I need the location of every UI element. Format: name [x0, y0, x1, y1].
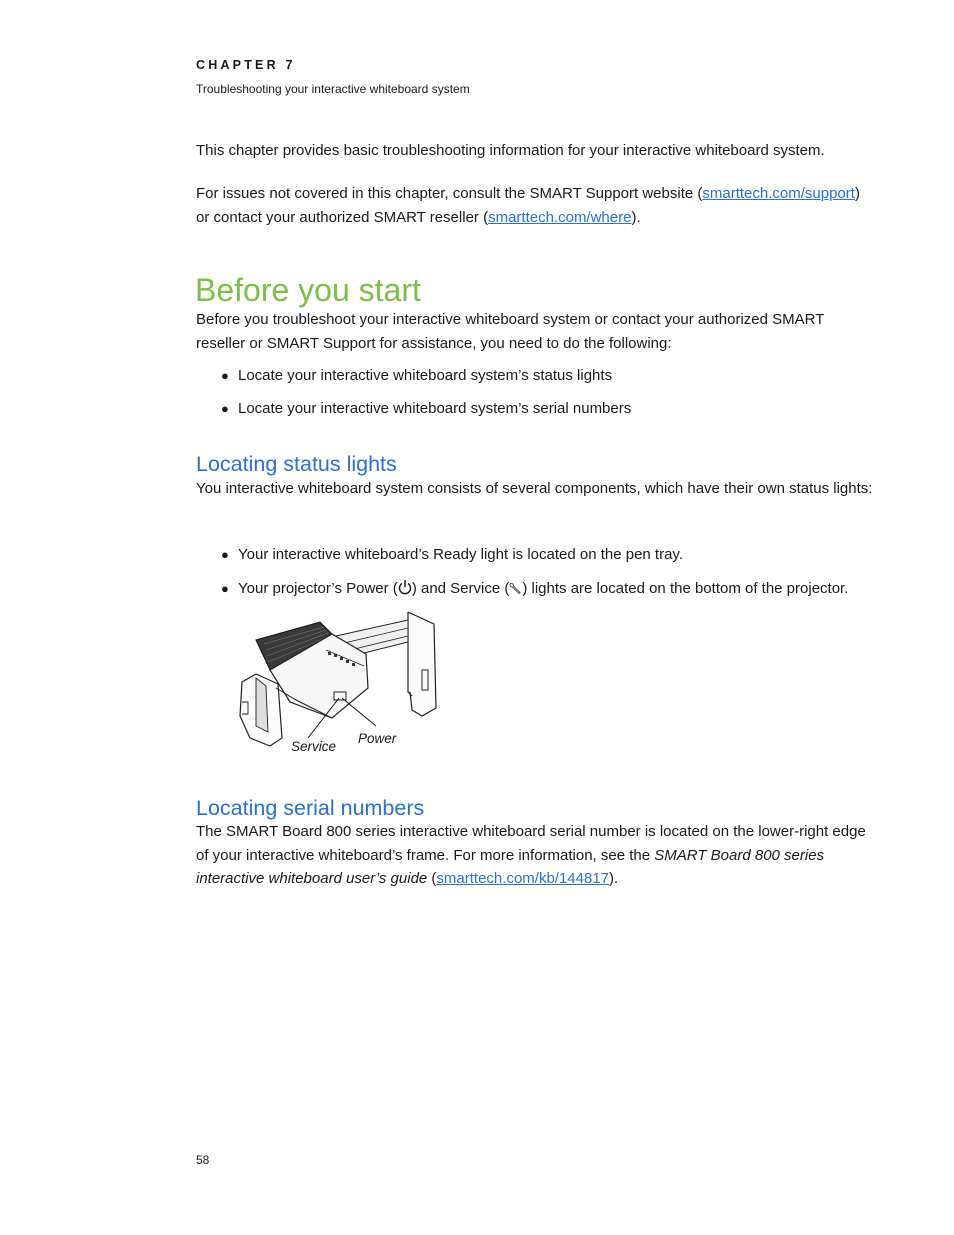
kb-link[interactable]: smarttech.com/kb/144817 [436, 870, 610, 887]
projector-figure [236, 606, 440, 758]
before-you-start-heading: Before you start [195, 272, 421, 308]
bullet-text-b: ) and Service ( [411, 580, 510, 597]
service-wrench-icon [509, 581, 522, 601]
bullet-text: Locate your interactive whiteboard system’s serial numbers [238, 400, 632, 417]
reseller-link[interactable]: smarttech.com/where [488, 208, 632, 226]
support-link[interactable]: smarttech.com/support [702, 185, 855, 202]
bullet-text-a: Your projector’s Power ( [238, 580, 398, 597]
bullet-text: Your interactive whiteboard’s Ready light is located on the pen tray. [238, 546, 683, 563]
serial-numbers-heading: Locating serial numbers [196, 796, 425, 820]
bullet-dot: ● [221, 581, 229, 596]
bullet-dot: ● [221, 547, 229, 562]
intro-text-a: For issues not covered in this chapter, consult the SMART Support website ( [196, 185, 703, 202]
service-label: Service [291, 739, 337, 754]
bullet-dot: ● [221, 401, 229, 416]
bullet-text [238, 579, 848, 601]
power-icon [398, 579, 412, 601]
bullet-text: Locate your interactive whiteboard system’s status lights [238, 367, 613, 384]
page-number: 58 [196, 1153, 210, 1167]
status-paragraph: You interactive whiteboard system consists of several components, which have their own status lights: [196, 480, 873, 497]
bullet-text-c: ) lights are located on the bottom of the projector. [522, 580, 849, 597]
intro-paragraph-1: This chapter provides basic troubleshooting information for your interactive whiteboard system. [196, 142, 825, 159]
serial-paragraph [196, 820, 876, 891]
chapter-label: CHAPTER 7 [196, 58, 296, 72]
status-lights-heading: Locating status lights [196, 452, 397, 476]
chapter-title: Troubleshooting your interactive whiteboard system [196, 82, 470, 96]
intro-text-c: ). [631, 208, 641, 226]
before-paragraph: Before you troubleshoot your interactive whiteboard system or contact your authorized SMART reseller or SMART Support for assistance, you need to do the following: [196, 311, 825, 352]
bullet-dot: ● [221, 368, 229, 383]
intro-text-b: ) or contact your authorized SMART reseller ( [196, 185, 860, 226]
serial-guide-title: SMART Board 800 series interactive whiteboard user’s guide [196, 846, 825, 887]
serial-text-c: ). [609, 870, 619, 887]
serial-text-a: The SMART Board 800 series interactive whiteboard serial number is located on the lower-right edge of your interactive whiteboard’s frame. For more information, see the [196, 823, 866, 864]
power-label: Power [358, 731, 397, 746]
intro-paragraph-2 [196, 182, 876, 229]
projector-illustration [236, 606, 440, 758]
serial-text-b: ( [427, 870, 437, 887]
